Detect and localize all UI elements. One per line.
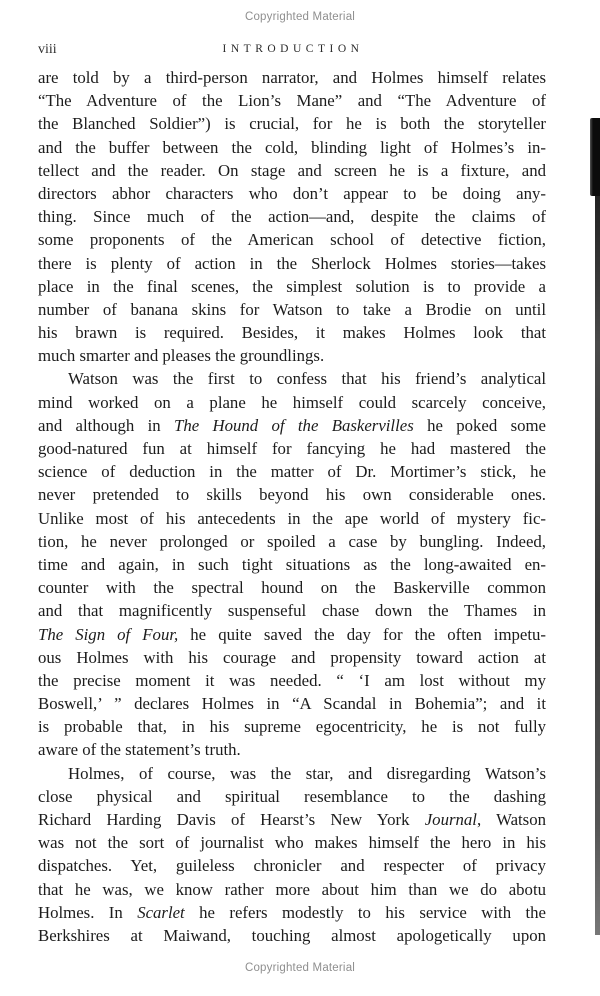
text-line (38, 762, 546, 785)
text-line (38, 460, 546, 483)
text-line (38, 66, 546, 89)
body-text-run: good-natured fun at himself for fancying he had mastered the (38, 439, 546, 458)
text-line (38, 205, 546, 228)
body-text-run: there is plenty of action in the Sherlock Holmes stories—takes (38, 253, 546, 273)
text-line (38, 483, 546, 506)
body-text-run: he quite saved the day for the often impetu- (178, 624, 546, 644)
text-line (38, 553, 546, 576)
body-text-run: time and again, in such tight situations as the long-awaited en- (38, 554, 546, 574)
text-body (38, 66, 546, 947)
body-text-run: close physical and spiritual resemblance to the dashing (38, 786, 546, 806)
page-number: viii (38, 42, 57, 57)
text-line (38, 367, 546, 390)
body-text-run: dispatches. Yet, guileless chronicler and respecter of privacy (38, 856, 546, 876)
body-text-run: the Blanched Soldier”) is crucial, for he is both the storyteller (38, 114, 546, 134)
body-text-run: Boswell,’ ” declares Holmes in “A Scandal in Bohemia”; and it (38, 694, 546, 714)
body-text-run: “The Adventure of the Lion’s Mane” and “The Adventure of (38, 91, 546, 111)
text-line (38, 854, 546, 877)
body-text-run: Holmes. In (38, 902, 138, 922)
body-text-run: was not the sort of journalist who makes himself the hero in his (38, 833, 546, 853)
text-line (38, 228, 546, 251)
body-text-run: his brawn is required. Besides, it makes Holmes look that (38, 323, 546, 343)
text-line (38, 831, 546, 854)
body-text-run: Unlike most of his antecedents in the ape world of mystery fic- (38, 508, 546, 528)
paragraph (38, 762, 546, 948)
paragraph (38, 367, 546, 761)
text-line (38, 924, 546, 947)
text-line (38, 507, 546, 530)
body-text-run: Holmes, of course, was the star, and disregarding Watson’s (68, 763, 546, 783)
body-text-run: science of deduction in the matter of Dr. Mortimer’s stick, he (38, 462, 546, 482)
body-text-run: he refers modestly to his service with the (184, 902, 546, 922)
paragraph (38, 66, 546, 367)
body-text-run: , Watson (476, 810, 546, 829)
text-line (38, 576, 546, 599)
text-line (38, 298, 546, 321)
text-line (38, 599, 546, 622)
body-text-run: he poked some (413, 415, 546, 435)
text-line (38, 182, 546, 205)
body-text-run: tellect and the reader. On stage and screen he is a fixture, and (38, 160, 546, 180)
body-text-run: are told by a third-person narrator, and Holmes himself relates (38, 68, 546, 87)
body-text-run: thing. Since much of the action—and, despite the claims of (38, 207, 546, 227)
text-line (38, 646, 546, 669)
body-text-run: never pretended to skills beyond his own considerable ones. (38, 485, 546, 505)
text-line (38, 159, 546, 182)
text-line (38, 785, 546, 808)
page-edge-shadow-thick (590, 118, 600, 196)
running-header (38, 41, 548, 59)
text-line (38, 344, 546, 367)
body-text-run: and the buffer between the cold, blinding light of Holmes’s in- (38, 137, 546, 157)
text-line (38, 252, 546, 275)
copyright-notice-bottom: Copyrighted Material (244, 962, 356, 974)
italic-title-text: The Hound of the Baskervilles (174, 415, 414, 435)
body-text-run: Richard Harding Davis of Hearst’s New York (38, 810, 425, 829)
text-line (38, 901, 546, 924)
body-text-run: the precise moment it was needed. “ ‘I am lost without my (38, 670, 546, 690)
body-text-run: much smarter and pleases the groundlings. (38, 346, 325, 366)
body-text-run: and although in (38, 415, 174, 435)
page-edge-shadow-thin (595, 196, 600, 935)
italic-title-text: The Sign of Four, (38, 624, 179, 644)
body-text-run: is probable that, in his supreme egocentricity, he is not fully (38, 717, 546, 737)
text-line (38, 738, 546, 761)
italic-title-text: Journal (424, 810, 477, 829)
text-line (38, 530, 546, 553)
text-line (38, 669, 546, 692)
chapter-running-title: INTRODUCTION (222, 43, 364, 55)
body-text-run: aware of the statement’s truth. (38, 740, 241, 760)
body-text-run: place in the final scenes, the simplest solution is to provide a (38, 276, 546, 296)
text-line (38, 391, 546, 414)
text-line (38, 136, 546, 159)
body-text-run: directors abhor characters who don’t appear to be doing any- (38, 183, 546, 203)
text-line (38, 878, 546, 901)
body-text-run: that he was, we know rather more about him than we do abotu (38, 879, 546, 899)
body-text-run: Watson was the first to confess that his friend’s analytical (68, 369, 546, 389)
text-line (38, 89, 546, 112)
text-line (38, 692, 546, 715)
text-line (38, 715, 546, 738)
text-line (38, 275, 546, 298)
text-line (38, 321, 546, 344)
text-line (38, 808, 546, 831)
text-line (38, 623, 546, 646)
body-text-run: number of banana skins for Watson to take a Brodie on until (38, 299, 546, 319)
italic-title-text: Scarlet (137, 902, 185, 922)
body-text-run: Berkshires at Maiwand, touching almost apologetically upon (38, 925, 546, 945)
text-line (38, 414, 546, 437)
body-text-run: some proponents of the American school of detective fiction, (38, 230, 546, 250)
body-text-run: counter with the spectral hound on the Baskerville common (38, 578, 546, 598)
text-line (38, 112, 546, 135)
body-text-run: ous Holmes with his courage and propensity toward action at (38, 647, 546, 667)
body-text-run: mind worked on a plane he himself could scarcely conceive, (38, 392, 546, 412)
copyright-notice-top: Copyrighted Material (244, 11, 356, 23)
body-text-run: tion, he never prolonged or spoiled a case by bungling. Indeed, (38, 531, 546, 551)
text-line (38, 437, 546, 460)
body-text-run: and that magnificently suspenseful chase down the Thames in (38, 601, 546, 621)
